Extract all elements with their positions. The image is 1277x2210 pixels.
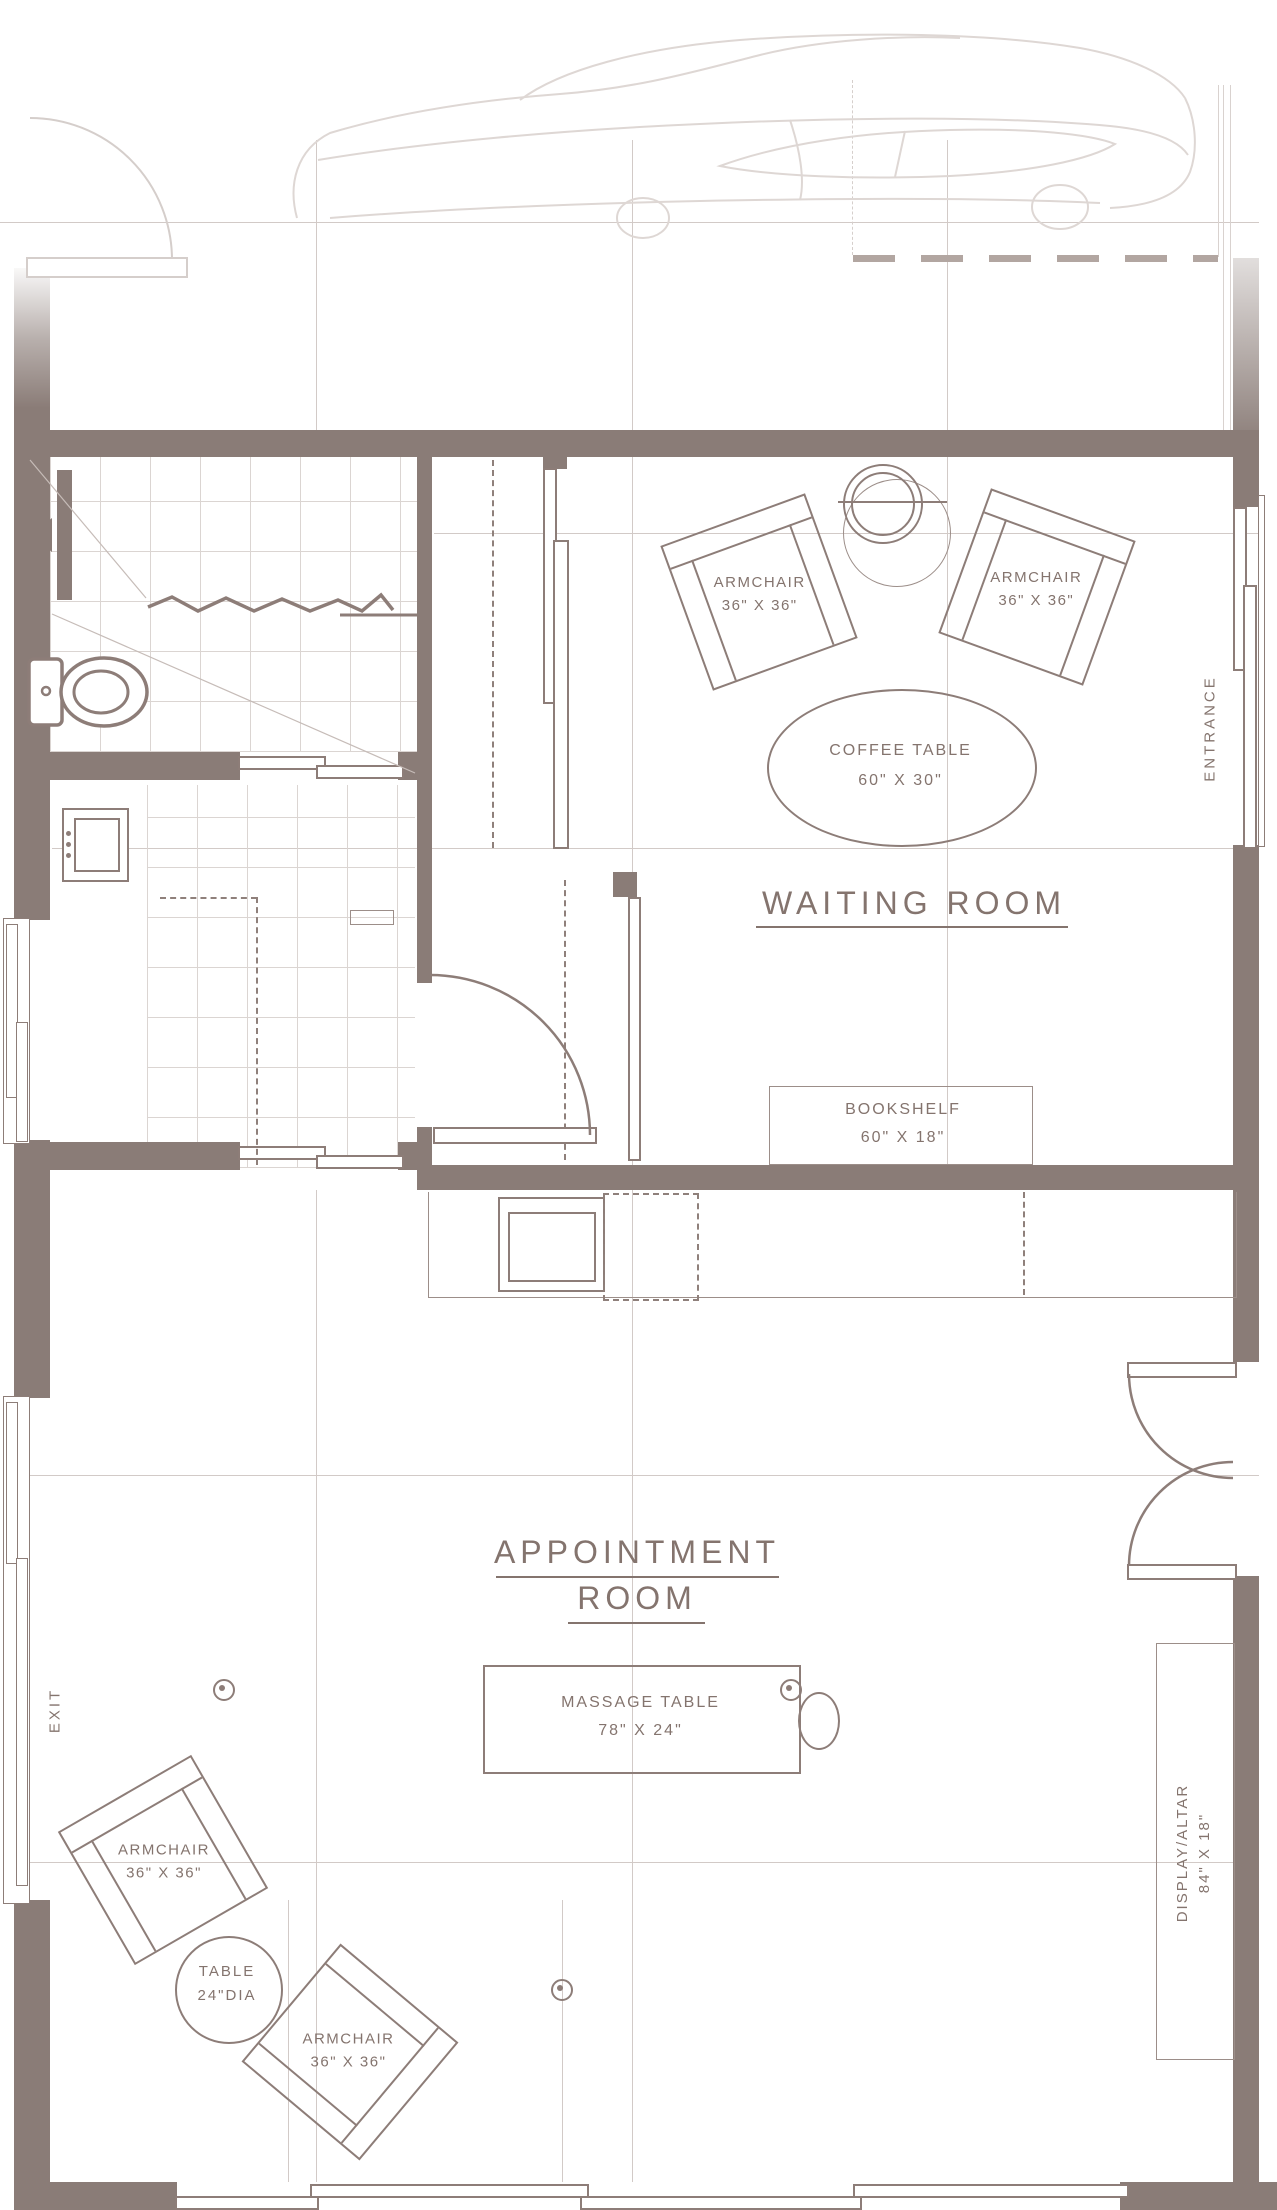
bottom-slider-panel-4	[853, 2184, 1129, 2198]
car-outline	[294, 35, 1195, 238]
armchair-size: 36" X 36"	[721, 596, 798, 614]
grid-line-h-appt-upper	[28, 1475, 1259, 1476]
garage-door-swing	[27, 118, 187, 277]
french-door-leaf-top	[1127, 1362, 1237, 1378]
grid-line-v3	[947, 140, 948, 1165]
wall-right-upper	[1233, 258, 1259, 507]
appointment-title-line2: ROOM	[577, 1580, 697, 1616]
bathroom-slider-panel-2	[316, 765, 404, 779]
armchair-back	[984, 491, 1133, 565]
appliance-box-inner	[74, 818, 120, 872]
stool	[798, 1692, 840, 1750]
grid-line-v1-upper	[316, 140, 317, 430]
utility-rod-dashed-v	[256, 897, 258, 1165]
armchair-waiting-right	[938, 488, 1135, 685]
utility-slider-panel-1	[238, 1146, 326, 1160]
planter-chord-line	[838, 501, 947, 503]
massage-table	[483, 1665, 801, 1774]
utility-shelf	[350, 910, 394, 925]
display-altar-label-block	[1172, 1700, 1218, 2006]
wall-bathroom-east	[417, 457, 432, 983]
french-door-arc-bottom	[1129, 1462, 1233, 1566]
armchair-label: ARMCHAIR	[713, 573, 806, 591]
utility-tile-floor	[147, 785, 415, 1168]
bathroom-tile-floor	[50, 457, 417, 752]
garage-door-jamb-line	[1218, 85, 1219, 257]
bathroom-slider-panel-1	[238, 756, 326, 770]
appointment-title-underline1	[496, 1576, 779, 1578]
floor-marker-dot-left	[219, 1685, 225, 1691]
armchair-label: ARMCHAIR	[302, 2030, 395, 2048]
bookshelf-label: BOOKSHELF	[845, 1101, 961, 1118]
massage-table-size: 78" X 24"	[598, 1722, 683, 1739]
armchair-size: 36" X 36"	[310, 2053, 387, 2071]
wall-bottom-left-corner	[14, 2182, 177, 2210]
wall-left-mid	[14, 1140, 50, 1398]
interior-door-arc	[430, 975, 590, 1135]
armchair-label: ARMCHAIR	[990, 568, 1083, 586]
armchair-size: 36" X 36"	[126, 1864, 202, 1882]
closet-bypass-panel-2	[553, 540, 569, 849]
armchair-label: ARMCHAIR	[117, 1841, 210, 1859]
utility-slider-panel-2	[316, 1155, 404, 1169]
garage-wall-inner-line-a	[1223, 85, 1224, 430]
waiting-room-title: WAITING ROOM	[761, 885, 1067, 921]
french-door-leaf-bottom	[1127, 1564, 1237, 1580]
wall-right-lower	[1233, 1576, 1259, 2182]
exit-label: EXIT	[46, 1687, 64, 1734]
planter-pot-inner	[851, 472, 915, 536]
shower-partition	[57, 470, 72, 600]
closet-rod-dashed-upper	[492, 460, 494, 848]
floor-marker-dot-bottom	[557, 1985, 563, 1991]
french-door-arc-top	[1129, 1374, 1233, 1478]
wall-left-upper	[14, 268, 50, 920]
garage-wall-inner-line-b	[1230, 85, 1231, 430]
sink-inner	[508, 1212, 596, 1282]
closet-bypass-panel-3	[628, 897, 641, 1161]
entrance-label: ENTRANCE	[1201, 675, 1219, 782]
display-altar-size: 84" X 18"	[1196, 1812, 1213, 1894]
undercounter-appliance-dashed	[603, 1193, 699, 1301]
window-left-panel-2	[16, 1022, 28, 1142]
coffee-table-label: COFFEE TABLE	[829, 742, 972, 759]
floor-marker-dot-table	[786, 1685, 792, 1691]
armchair-waiting-left	[660, 493, 857, 690]
interior-door-leaf	[433, 1127, 597, 1144]
armchair-appointment-upper	[58, 1755, 268, 1965]
coffee-table-size: 60" X 30"	[858, 772, 943, 789]
garage-door-dashed-header	[853, 255, 1218, 262]
massage-table-label: MASSAGE TABLE	[561, 1694, 720, 1711]
exit-slider-panel-1	[6, 1402, 18, 1564]
wall-bottom-right-corner	[1120, 2182, 1277, 2210]
bottom-slider-panel-2	[310, 2184, 589, 2198]
bookshelf	[769, 1086, 1033, 1165]
appointment-title-underline2	[568, 1622, 705, 1624]
wall-utility-south	[50, 1142, 240, 1170]
bottom-slider-panel-3	[580, 2196, 862, 2210]
garage-opening-dashed-line	[852, 80, 853, 255]
side-table-label: TABLE	[198, 1963, 256, 1980]
entrance-slider-panel-2	[1243, 585, 1257, 849]
closet-jamb-mid	[613, 872, 637, 897]
entrance-outer-frame	[1258, 495, 1265, 847]
appliance-dot-3	[66, 853, 71, 858]
coffee-table	[767, 689, 1037, 847]
wall-bathroom-south	[50, 752, 240, 780]
grid-line-v5	[562, 1900, 563, 2182]
appliance-dot-2	[66, 842, 71, 847]
wall-left-lower	[14, 1900, 50, 2182]
grid-line-h-garage	[0, 222, 1259, 223]
waiting-room-title-underline	[756, 926, 1068, 928]
wall-waiting-south	[417, 1165, 1235, 1190]
utility-rod-dashed-h	[160, 897, 257, 899]
armchair-size: 36" X 36"	[998, 591, 1075, 609]
bookshelf-size: 60" X 18"	[860, 1129, 946, 1146]
counter-dashed-divider	[1023, 1192, 1025, 1295]
appointment-title-line1: APPOINTMENT	[493, 1534, 781, 1570]
display-altar-label: DISPLAY/ALTAR	[1174, 1783, 1191, 1923]
bottom-slider-panel-1	[175, 2196, 319, 2210]
closet-rod-dashed-lower	[564, 880, 566, 1160]
appliance-dot-1	[66, 831, 71, 836]
wall-bathroom-east-lower	[417, 1127, 432, 1190]
wall-top	[14, 430, 1259, 457]
side-table-size: 24"DIA	[197, 1987, 257, 2004]
exit-slider-panel-2	[16, 1558, 28, 1886]
